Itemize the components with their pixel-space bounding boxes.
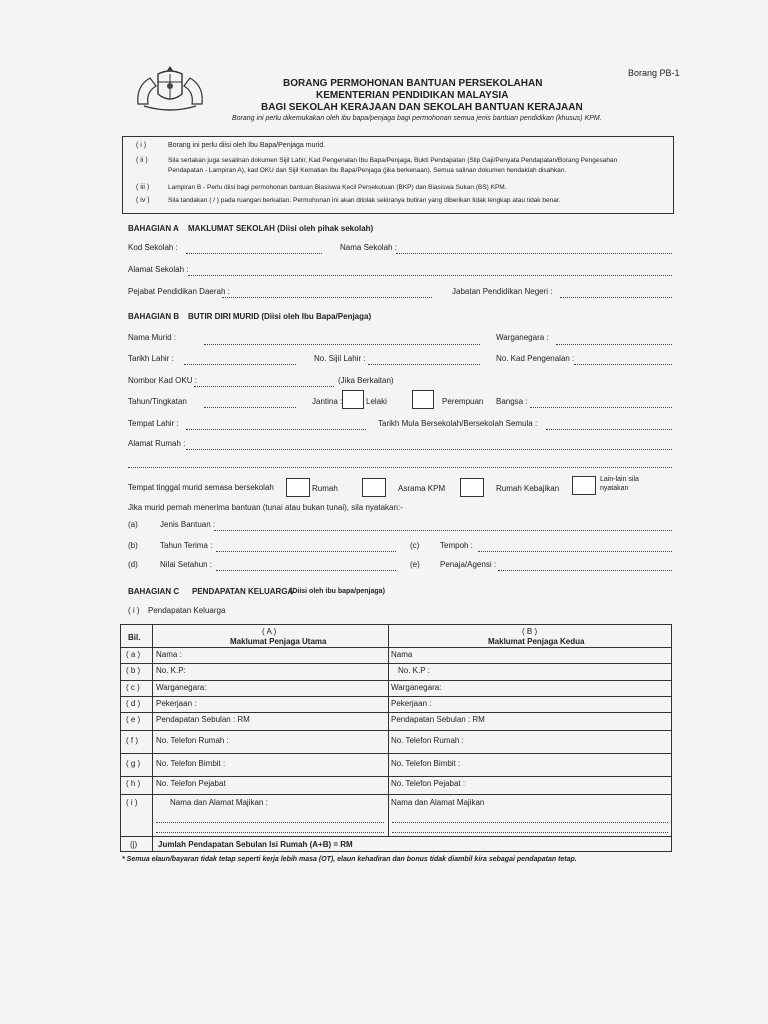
alamat-sekolah-field[interactable] (188, 275, 672, 276)
bangsa-field[interactable] (530, 407, 672, 408)
footnote: * Semua elaun/bayaran tidak tetap seperti kerja lebih masa (OT), elaun kehadiran dan bonus tidak diambil kira sebagai pendapatan tetap. (122, 856, 577, 863)
kod-sekolah-label: Kod Sekolah : (128, 243, 178, 252)
lain-lain-label: Lain-lain sila (600, 476, 639, 483)
employer-address-field[interactable] (392, 822, 668, 823)
instruction-num: ( iv ) (136, 197, 150, 204)
tempat-lahir-field[interactable] (186, 429, 366, 430)
employer-address-field[interactable] (156, 832, 384, 833)
jantina-label: Jantina : (312, 397, 343, 406)
penaja-field[interactable] (498, 570, 672, 571)
row-bil: ( b ) (126, 666, 141, 675)
alamat-rumah-label: Alamat Rumah : (128, 439, 186, 448)
jika-berkaitan: (Jika Berkaitan) (338, 376, 394, 385)
sijil-lahir-label: No. Sijil Lahir : (314, 354, 366, 363)
nama-sekolah-field[interactable] (396, 253, 672, 254)
col-b-label: Maklumat Penjaga Kedua (488, 637, 585, 646)
tarikh-lahir-field[interactable] (184, 364, 296, 365)
tahun-label: Tahun/Tingkatan (128, 397, 187, 406)
section-b-title: BUTIR DIRI MURID (Diisi oleh Ibu Bapa/Penjaga) (188, 312, 372, 321)
row-bil: ( c ) (126, 683, 140, 692)
lelaki-label: Lelaki (366, 397, 387, 406)
total-bil: (j) (130, 840, 138, 849)
sub-number: ( i ) (128, 606, 140, 615)
kad-oku-label: Nombor Kad OKU : (128, 376, 197, 385)
item-a: (a) (128, 520, 138, 529)
jenis-bantuan-label: Jenis Bantuan : (160, 520, 216, 529)
item-b: (b) (128, 541, 138, 550)
alamat-rumah-field-2[interactable] (128, 467, 672, 468)
kad-pengenalan-field[interactable] (574, 364, 672, 365)
alamat-sekolah-label: Alamat Sekolah : (128, 265, 189, 274)
sub-label: Pendapatan Keluarga (148, 606, 226, 615)
jenis-bantuan-field[interactable] (214, 530, 672, 531)
lelaki-checkbox[interactable] (342, 390, 364, 409)
instruction-text: Lampiran B - Perlu diisi bagi permohonan bantuan Biasiswa Kecil Persekutuan (BKP) dan Biasiswa Sukan (BS) KPM. (168, 184, 507, 191)
warganegara-label: Warganegara : (496, 333, 549, 342)
row-col-b: No. Telefon Rumah : (391, 736, 464, 745)
kod-sekolah-field[interactable] (186, 253, 322, 254)
section-a-title: MAKLUMAT SEKOLAH (Diisi oleh pihak sekolah) (188, 224, 374, 233)
item-c: (c) (410, 541, 420, 550)
jpn-label: Jabatan Pendidikan Negeri : (452, 287, 553, 296)
asrama-checkbox[interactable] (362, 478, 386, 497)
rumah-kebajikan-label: Rumah Kebajikan (496, 484, 560, 493)
row-col-b: Pekerjaan : (391, 699, 432, 708)
nama-murid-field[interactable] (204, 344, 480, 345)
rumah-checkbox[interactable] (286, 478, 310, 497)
ppd-field[interactable] (222, 297, 432, 298)
nilai-label: Nilai Setahun : (160, 560, 213, 569)
section-c-label: BAHAGIAN C (128, 587, 180, 596)
title-subtitle: Borang ini perlu dikemukakan oleh ibu bapa/penjaga bagi permohonan semua jenis bantuan pendidikan (khusus) KPM. (232, 115, 602, 122)
sijil-lahir-field[interactable] (368, 364, 480, 365)
instruction-text: Borang ini perlu diisi oleh Ibu Bapa/Penjaga murid. (168, 142, 326, 149)
jpn-field[interactable] (560, 297, 672, 298)
row-col-b: Nama dan Alamat Majikan (391, 798, 485, 807)
tahun-terima-label: Tahun Terima : (160, 541, 213, 550)
row-col-a: Pekerjaan : (156, 699, 197, 708)
row-bil: ( f ) (126, 736, 138, 745)
nyatakan-label: nyatakan (600, 485, 629, 492)
form-code: Borang PB-1 (628, 68, 680, 78)
total-label: Jumlah Pendapatan Sebulan Isi Rumah (A+B) = RM (158, 840, 353, 849)
col-b-num: ( B ) (522, 627, 538, 636)
section-c-note: (Diisi oleh ibu bapa/penjaga) (290, 588, 385, 595)
ppd-label: Pejabat Pendidikan Daerah : (128, 287, 230, 296)
instruction-text-cont: Pendapatan - Lampiran A), kad OKU dan Sijil Kematian Ibu Bapa/Penjaga (jika berkenaan). Semua salinan dokumen hendaklah disahkan. (168, 167, 567, 174)
col-bil: Bil. (128, 633, 141, 642)
bangsa-label: Bangsa : (496, 397, 528, 406)
row-col-a: Warganegara: (156, 683, 207, 692)
tahun-terima-field[interactable] (216, 551, 396, 552)
item-e: (e) (410, 560, 420, 569)
kad-oku-field[interactable] (194, 386, 334, 387)
row-col-b: Nama (391, 650, 413, 659)
rumah-label: Rumah (312, 484, 338, 493)
col-a-num: ( A ) (262, 627, 277, 636)
instruction-num: ( iii ) (136, 184, 150, 191)
row-col-b: Pendapatan Sebulan : RM (391, 715, 485, 724)
item-d: (d) (128, 560, 138, 569)
title-line1: BORANG PERMOHONAN BANTUAN PERSEKOLAHAN (283, 78, 543, 89)
nama-sekolah-label: Nama Sekolah : (340, 243, 397, 252)
row-col-b: Warganegara: (391, 683, 442, 692)
employer-address-field[interactable] (156, 822, 384, 823)
row-bil: ( d ) (126, 699, 141, 708)
row-bil: ( i ) (126, 798, 138, 807)
instruction-text: Sila tandakan ( / ) pada ruangan berkaitan. Permohonan ini akan ditolak sekiranya butiran yang diberikan tidak lengkap atau tidak benar. (168, 197, 561, 204)
row-col-b: No. K.P : (398, 666, 430, 675)
instruction-num: ( i ) (136, 142, 147, 149)
row-col-a: Pendapatan Sebulan : RM (156, 715, 250, 724)
section-a-label: BAHAGIAN A (128, 224, 179, 233)
tempat-tinggal-label: Tempat tinggal murid semasa bersekolah (128, 483, 274, 492)
tahun-field[interactable] (204, 407, 296, 408)
rumah-kebajikan-checkbox[interactable] (460, 478, 484, 497)
employer-address-field[interactable] (392, 832, 668, 833)
section-b-label: BAHAGIAN B (128, 312, 180, 321)
tempat-lahir-label: Tempat Lahir : (128, 419, 179, 428)
tempoh-field[interactable] (478, 551, 672, 552)
warganegara-field[interactable] (556, 344, 672, 345)
lain-lain-checkbox[interactable] (572, 476, 596, 495)
pernah-menerima: Jika murid pernah menerima bantuan (tunai atau bukan tunai), sila nyatakan:- (128, 503, 403, 512)
row-bil: ( a ) (126, 650, 141, 659)
col-a-label: Maklumat Penjaga Utama (230, 637, 327, 646)
asrama-label: Asrama KPM (398, 484, 446, 493)
row-bil: ( g ) (126, 759, 141, 768)
row-col-a: No. Telefon Rumah : (156, 736, 229, 745)
government-crest (128, 64, 212, 112)
tarikh-mula-field[interactable] (546, 429, 672, 430)
penaja-label: Penaja/Agensi : (440, 560, 497, 569)
instruction-text: Sila sertakan juga sesalinan dokumen Sijil Lahir, Kad Pengenalan Ibu Bapa/Penjaga, Bukti Pendapatan (Slip Gaji/Penyata Pendapatan/Borang Pengesahan (168, 157, 618, 164)
row-bil: ( e ) (126, 715, 141, 724)
section-c-title: PENDAPATAN KELUARGA (192, 587, 294, 596)
kad-pengenalan-label: No. Kad Pengenalan : (496, 354, 575, 363)
row-col-a: No. Telefon Pejabat (156, 779, 226, 788)
instruction-num: ( ii ) (136, 157, 148, 164)
title-line3: BAGI SEKOLAH KERAJAAN DAN SEKOLAH BANTUAN KERAJAAN (261, 102, 583, 113)
nilai-field[interactable] (216, 570, 396, 571)
row-bil: ( h ) (126, 779, 141, 788)
row-col-a: Nama : (156, 650, 182, 659)
row-col-a: Nama dan Alamat Majikan : (170, 798, 268, 807)
perempuan-label: Perempuan (442, 397, 484, 406)
tarikh-lahir-label: Tarikh Lahir : (128, 354, 174, 363)
row-col-a: No. K.P: (156, 666, 186, 675)
row-col-b: No. Telefon Bimbit : (391, 759, 461, 768)
title-line2: KEMENTERIAN PENDIDIKAN MALAYSIA (316, 90, 509, 101)
nama-murid-label: Nama Murid : (128, 333, 177, 342)
perempuan-checkbox[interactable] (412, 390, 434, 409)
tarikh-mula-label: Tarikh Mula Bersekolah/Bersekolah Semula : (378, 419, 538, 428)
row-col-a: No. Telefon Bimbit : (156, 759, 226, 768)
tempoh-label: Tempoh : (440, 541, 473, 550)
row-col-b: No. Telefon Pejabat : (391, 779, 466, 788)
alamat-rumah-field[interactable] (186, 449, 672, 450)
